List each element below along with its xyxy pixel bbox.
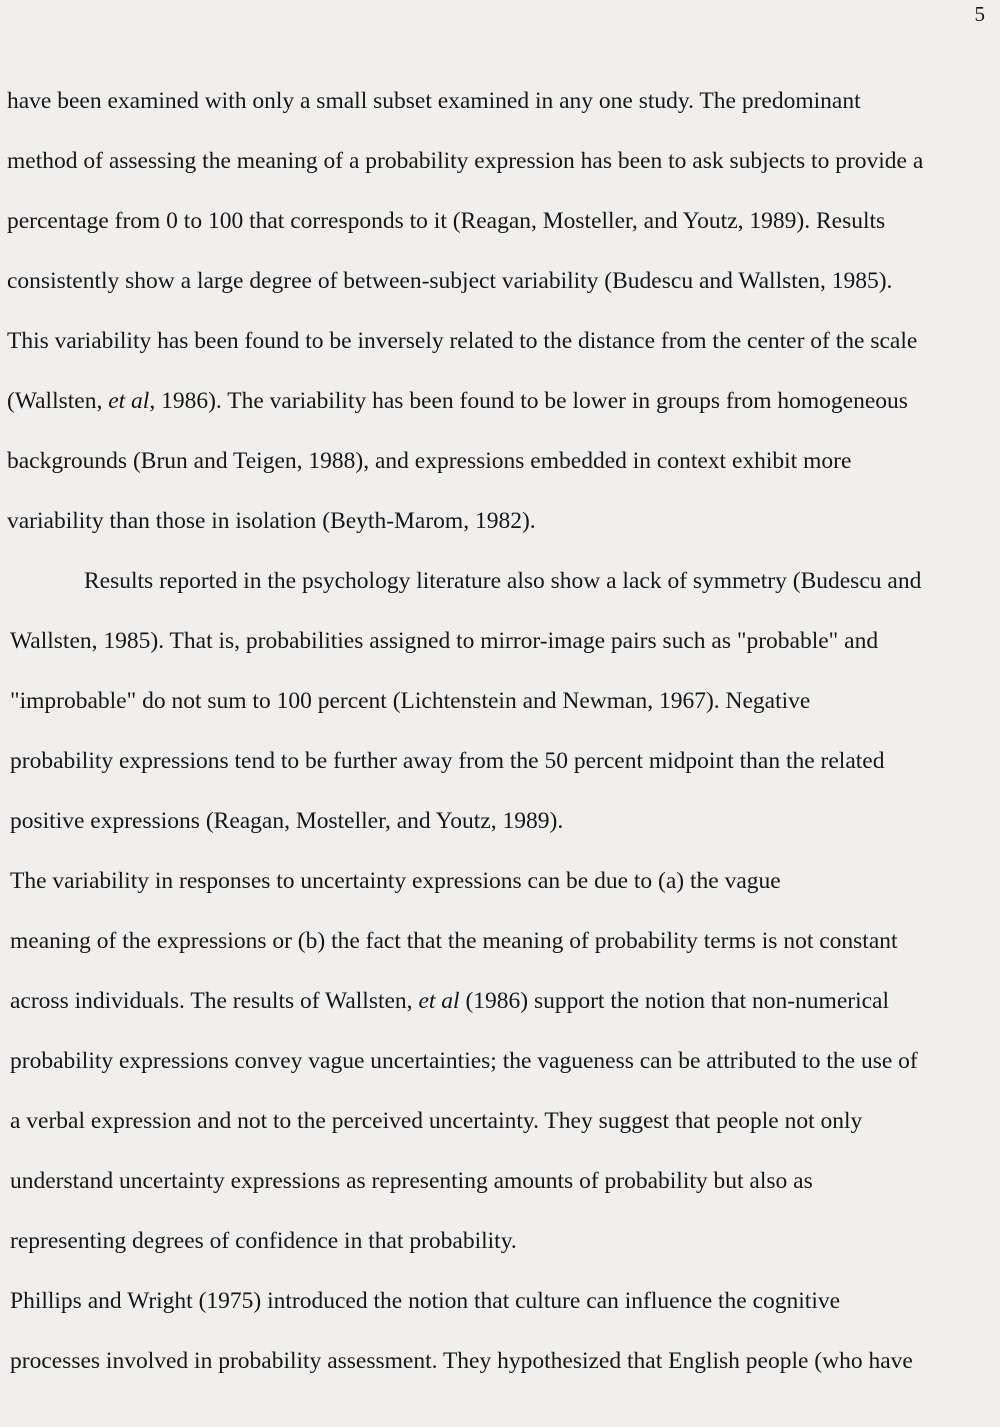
- text-segment: Wallsten, 1985). That is, probabilities assigned to mirror-image pairs such as "probable" and: [10, 628, 879, 654]
- page-number: 5: [974, 2, 985, 26]
- text-segment: method of assessing the meaning of a probability expression has been to ask subjects to provide a: [7, 148, 924, 174]
- text-line: [7, 86, 997, 116]
- paragraph-first-line: [10, 866, 923, 896]
- text-segment: "improbable" do not sum to 100 percent (Lichtenstein and Newman, 1967). Negative: [10, 688, 811, 714]
- paragraph-first-line: [10, 1286, 923, 1316]
- text-segment: consistently show a large degree of between-subject variability (Budescu and Wallsten, 1985).: [7, 268, 893, 294]
- text-segment: Phillips and Wright (1975) introduced the notion that culture can influence the cognitive: [10, 1288, 841, 1314]
- italic-text: et al: [108, 388, 150, 414]
- text-line: [10, 806, 1000, 836]
- text-segment: The variability in responses to uncertainty expressions can be due to (a) the vague: [10, 868, 781, 894]
- text-segment: percentage from 0 to 100 that corresponds to it (Reagan, Mosteller, and Youtz, 1989). Results: [7, 208, 886, 234]
- text-line: [10, 1046, 1000, 1076]
- text-line: [7, 386, 997, 416]
- text-segment: representing degrees of confidence in that probability.: [10, 1228, 517, 1254]
- text-segment: meaning of the expressions or (b) the fact that the meaning of probability terms is not constant: [10, 928, 898, 954]
- paragraph-first-line: [84, 566, 997, 596]
- text-segment: backgrounds (Brun and Teigen, 1988), and expressions embedded in context exhibit more: [7, 448, 852, 474]
- text-segment: have been examined with only a small subset examined in any one study. The predominant: [7, 88, 861, 114]
- text-segment: (1986) support the notion that non-numerical: [459, 988, 889, 1014]
- text-segment: (Wallsten,: [7, 388, 109, 414]
- text-segment: understand uncertainty expressions as representing amounts of probability but also as: [10, 1168, 813, 1194]
- text-segment: positive expressions (Reagan, Mosteller, and Youtz, 1989).: [10, 808, 564, 834]
- italic-text: et al: [418, 988, 460, 1014]
- text-line: [7, 446, 997, 476]
- text-segment: a verbal expression and not to the perceived uncertainty. They suggest that people not only: [10, 1108, 863, 1134]
- text-line: [10, 926, 1000, 956]
- text-line: [7, 506, 997, 536]
- text-segment: probability expressions convey vague uncertainties; the vagueness can be attributed to the use of: [10, 1048, 918, 1074]
- text-line: [10, 626, 1000, 656]
- text-line: [7, 266, 997, 296]
- text-line: [10, 1166, 1000, 1196]
- text-line: [10, 1106, 1000, 1136]
- text-line: [10, 1346, 1000, 1376]
- text-segment: variability than those in isolation (Beyth-Marom, 1982).: [7, 508, 536, 534]
- text-line: [7, 326, 997, 356]
- text-segment: This variability has been found to be inversely related to the distance from the center of the scale: [7, 328, 918, 354]
- text-segment: , 1986). The variability has been found to be lower in groups from homogeneous: [149, 388, 908, 414]
- text-line: [10, 986, 1000, 1016]
- text-segment: processes involved in probability assessment. They hypothesized that English people (who have: [10, 1348, 913, 1374]
- text-segment: probability expressions tend to be further away from the 50 percent midpoint than the related: [10, 748, 885, 774]
- text-line: [10, 686, 1000, 716]
- text-segment: across individuals. The results of Wallsten,: [10, 988, 419, 1014]
- text-line: [10, 1226, 1000, 1256]
- text-segment: Results reported in the psychology literature also show a lack of symmetry (Budescu and: [84, 568, 922, 594]
- text-line: [10, 746, 1000, 776]
- text-line: [7, 206, 997, 236]
- text-line: [7, 146, 997, 176]
